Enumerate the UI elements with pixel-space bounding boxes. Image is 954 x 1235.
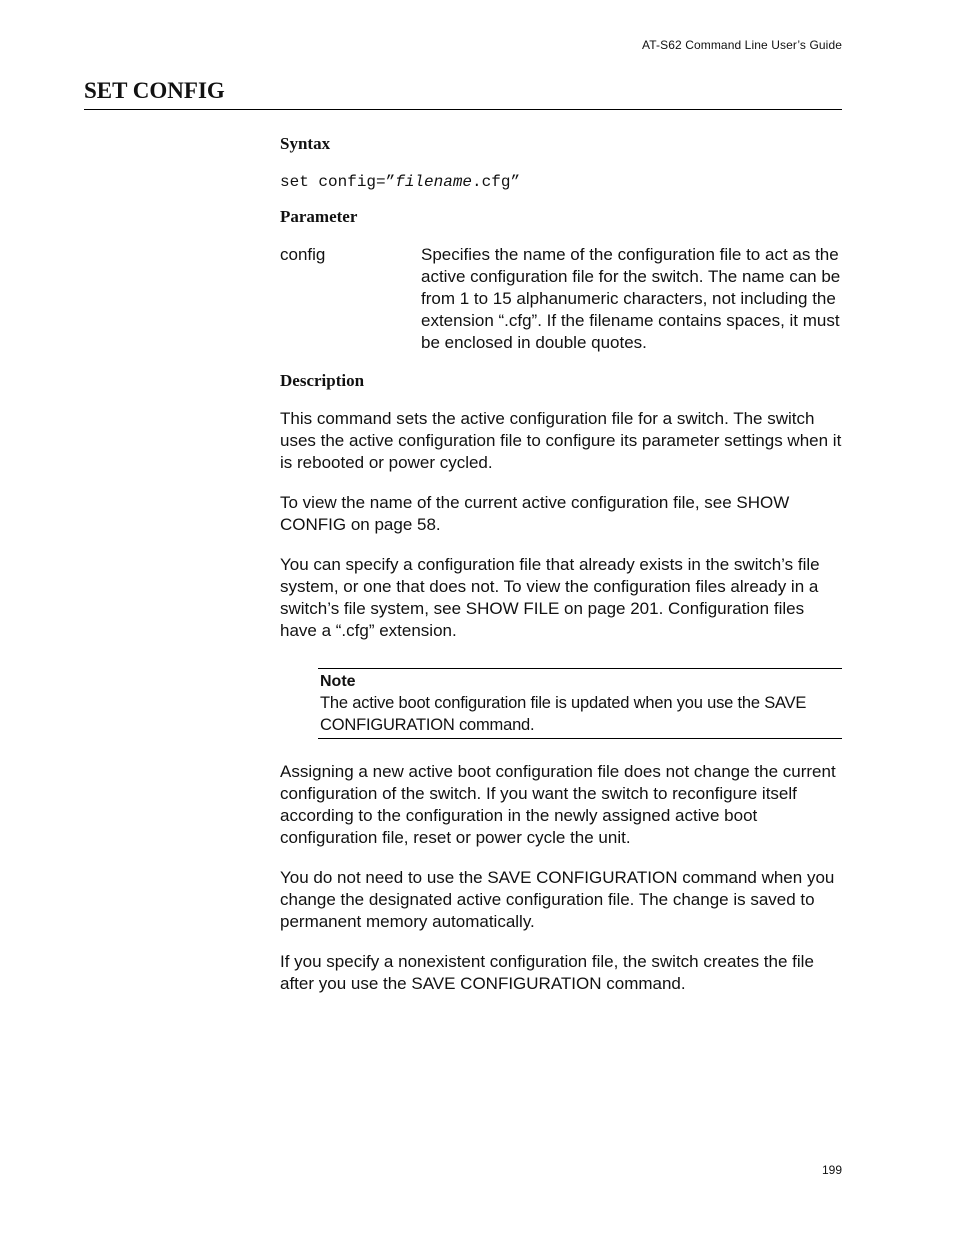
title-rule: [84, 109, 842, 110]
parameter-description: Specifies the name of the configuration file to act as the active configuration file for the switch. The name can be from 1 to 15 alphanumeric characters, not including the extension “.cfg”. If the filename contains spaces, it must be enclosed in double quotes.: [421, 245, 841, 352]
description-paragraph: You do not need to use the SAVE CONFIGURATION command when you change the designated active configuration file. The change is saved to permanent memory automatically.: [280, 868, 835, 931]
description-paragraph: You can specify a configuration file that already exists in the switch’s file system, or one that does not. To view the configuration files already in a switch’s file system, see SHOW FILE on page 201. Configuration files have a “.cfg” extension.: [280, 555, 820, 640]
running-header: AT-S62 Command Line User’s Guide: [642, 38, 842, 52]
syntax-code-param: filename: [395, 173, 473, 191]
note-label: Note: [320, 673, 356, 690]
syntax-code: [280, 173, 842, 191]
page-number: 199: [821, 1163, 842, 1177]
parameter-row: [280, 244, 842, 354]
description-heading: Description: [280, 371, 365, 390]
parameter-name: config: [280, 245, 326, 264]
parameter-heading: Parameter: [280, 207, 358, 226]
description-paragraph: Assigning a new active boot configuration file does not change the current configuration of the switch. If you want the switch to reconfigure itself according to the configuration in the newly assigned active boot configuration file, reset or power cycle the unit.: [280, 762, 836, 847]
main-content: [280, 134, 842, 995]
description-paragraph: This command sets the active configuration file for a switch. The switch uses the active configuration file to configure its parameter settings when it is rebooted or power cycled.: [280, 409, 842, 472]
page-title: SET CONFIG: [84, 78, 225, 103]
syntax-code-prefix: set config=”: [280, 173, 396, 191]
description-paragraph: To view the name of the current active configuration file, see SHOW CONFIG on page 58.: [280, 493, 790, 534]
description-paragraph: If you specify a nonexistent configuration file, the switch creates the file after you use the SAVE CONFIGURATION command.: [280, 952, 814, 993]
note-text: The active boot configuration file is updated when you use the SAVE CONFIGURATION command.: [320, 694, 807, 734]
syntax-code-suffix: .cfg”: [472, 173, 521, 191]
syntax-heading: Syntax: [280, 134, 331, 153]
note-box: [318, 668, 842, 739]
